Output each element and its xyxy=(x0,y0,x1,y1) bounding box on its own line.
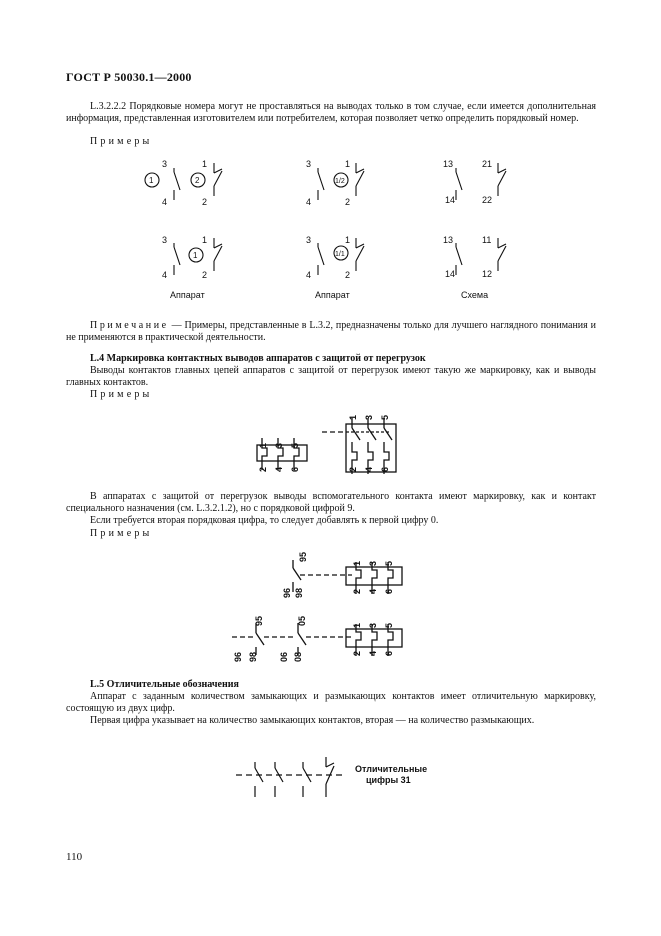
terminal-label: 2 xyxy=(352,588,362,594)
document-header: ГОСТ Р 50030.1—2000 xyxy=(66,70,192,84)
terminal-label: 3 xyxy=(274,442,284,448)
terminal-label: 2 xyxy=(345,197,351,207)
note-label: Примечание xyxy=(90,320,169,331)
figure-label: цифры 31 xyxy=(366,775,411,785)
paragraph-text: L.3.2.2.2 Порядковые номера могут не проставляться на выводах только в том случае, если имеется дополнительная информация, представленная изготовителем или потребителем, которая позволяет четко определить порядковый номер. xyxy=(66,101,596,125)
terminal-label: 3 xyxy=(364,414,374,420)
figure-caption: Аппарат xyxy=(170,290,205,300)
terminal-label: 11 xyxy=(482,235,492,245)
paragraph-text: Аппарат с заданным количеством замыкающих и размыкающих контактов имеет отличительную маркировку, состоящую из двух цифр. xyxy=(66,691,596,715)
terminal-label: 3 xyxy=(162,235,168,245)
terminal-label: 12 xyxy=(482,269,493,279)
terminal-label: 1 xyxy=(202,159,208,169)
terminal-label: 1 xyxy=(202,235,208,245)
terminal-label: 6 xyxy=(290,466,300,472)
terminal-label: 1 xyxy=(352,622,362,628)
terminal-label: 96 xyxy=(233,651,243,662)
page-number: 110 xyxy=(66,851,83,863)
circle-label: 1 xyxy=(149,176,154,185)
paragraph-l5-digits: Первая цифра указывает на количество замыкающих контактов, вторая — на количество размыкающих. xyxy=(90,715,535,726)
figure-caption: Аппарат xyxy=(315,290,350,300)
circle-label: 1 xyxy=(193,251,198,260)
section-heading-l4: L.4 Маркировка контактных выводов аппаратов с защитой от перегрузок xyxy=(90,353,426,364)
terminal-label: 2 xyxy=(258,466,268,472)
terminal-label: 5 xyxy=(384,560,394,566)
terminal-label: 98 xyxy=(294,587,304,598)
terminal-label: 4 xyxy=(364,466,374,472)
terminal-label: 4 xyxy=(162,270,168,280)
terminal-label: 4 xyxy=(162,197,168,207)
circle-label: 2 xyxy=(195,176,200,185)
terminal-label: 5 xyxy=(290,442,300,448)
terminal-label: 4 xyxy=(274,466,284,472)
terminal-label: 22 xyxy=(482,195,493,205)
terminal-label: 4 xyxy=(306,197,312,207)
terminal-label: 3 xyxy=(368,560,378,566)
terminal-label: 1 xyxy=(352,560,362,566)
terminal-label: 2 xyxy=(352,650,362,656)
terminal-label: 3 xyxy=(306,235,312,245)
terminal-label: 2 xyxy=(345,270,351,280)
figure-label: Отличительные xyxy=(355,764,428,774)
terminal-label: 96 xyxy=(282,587,292,598)
terminal-label: 1 xyxy=(345,235,351,245)
terminal-label: 5 xyxy=(384,622,394,628)
terminal-label: 1 xyxy=(348,414,358,420)
terminal-label: 4 xyxy=(368,650,378,656)
terminal-label: 4 xyxy=(368,588,378,594)
terminal-label: 14 xyxy=(445,269,456,279)
terminal-label: 95 xyxy=(254,615,264,626)
examples-label: Примеры xyxy=(90,528,153,539)
terminal-label: 06 xyxy=(279,651,289,662)
paragraph-text: Выводы контактов главных цепей аппаратов с защитой от перегрузок имеют такую же маркировку, как и выводы главных контактов. xyxy=(66,365,596,389)
terminal-label: 14 xyxy=(445,195,456,205)
terminal-label: 1 xyxy=(258,442,268,448)
terminal-label: 3 xyxy=(368,622,378,628)
examples-label: Примеры xyxy=(90,136,153,147)
terminal-label: 95 xyxy=(298,551,308,562)
circle-label: 1/1 xyxy=(335,251,345,258)
terminal-label: 3 xyxy=(162,159,168,169)
terminal-label: 6 xyxy=(384,650,394,656)
terminal-label: 2 xyxy=(202,197,208,207)
terminal-label: 2 xyxy=(348,466,358,472)
examples-label: Примеры xyxy=(90,389,153,400)
terminal-label: 98 xyxy=(248,651,258,662)
section-heading-l5: L.5 Отличительные обозначения xyxy=(90,679,239,690)
circle-label: 1/2 xyxy=(335,178,345,185)
terminal-label: 6 xyxy=(384,588,394,594)
terminal-label: 5 xyxy=(380,414,390,420)
terminal-label: 6 xyxy=(380,466,390,472)
figure-caption: Схема xyxy=(461,290,489,300)
paragraph-text: В аппаратах с защитой от перегрузок выводы вспомогательного контакта имеют маркировку, как и контакт специального назначения (см. L.3.2.1.2), но с порядковой цифрой 9. xyxy=(66,491,596,515)
terminal-label: 13 xyxy=(443,235,454,245)
paragraph-second-digit: Если требуется вторая порядковая цифра, то следует добавлять к первой цифру 0. xyxy=(90,515,439,526)
terminal-label: 05 xyxy=(297,615,307,626)
terminal-label: 21 xyxy=(482,159,493,169)
terminal-label: 13 xyxy=(443,159,454,169)
terminal-label: 2 xyxy=(202,270,208,280)
terminal-label: 3 xyxy=(306,159,312,169)
terminal-label: 1 xyxy=(345,159,351,169)
note-text: — Примеры, представленные в L.3.2, предназначены только для лучшего наглядного понимания и не применяются в практической деятельности. xyxy=(66,320,596,344)
terminal-label: 4 xyxy=(306,270,312,280)
terminal-label: 08 xyxy=(293,651,303,662)
